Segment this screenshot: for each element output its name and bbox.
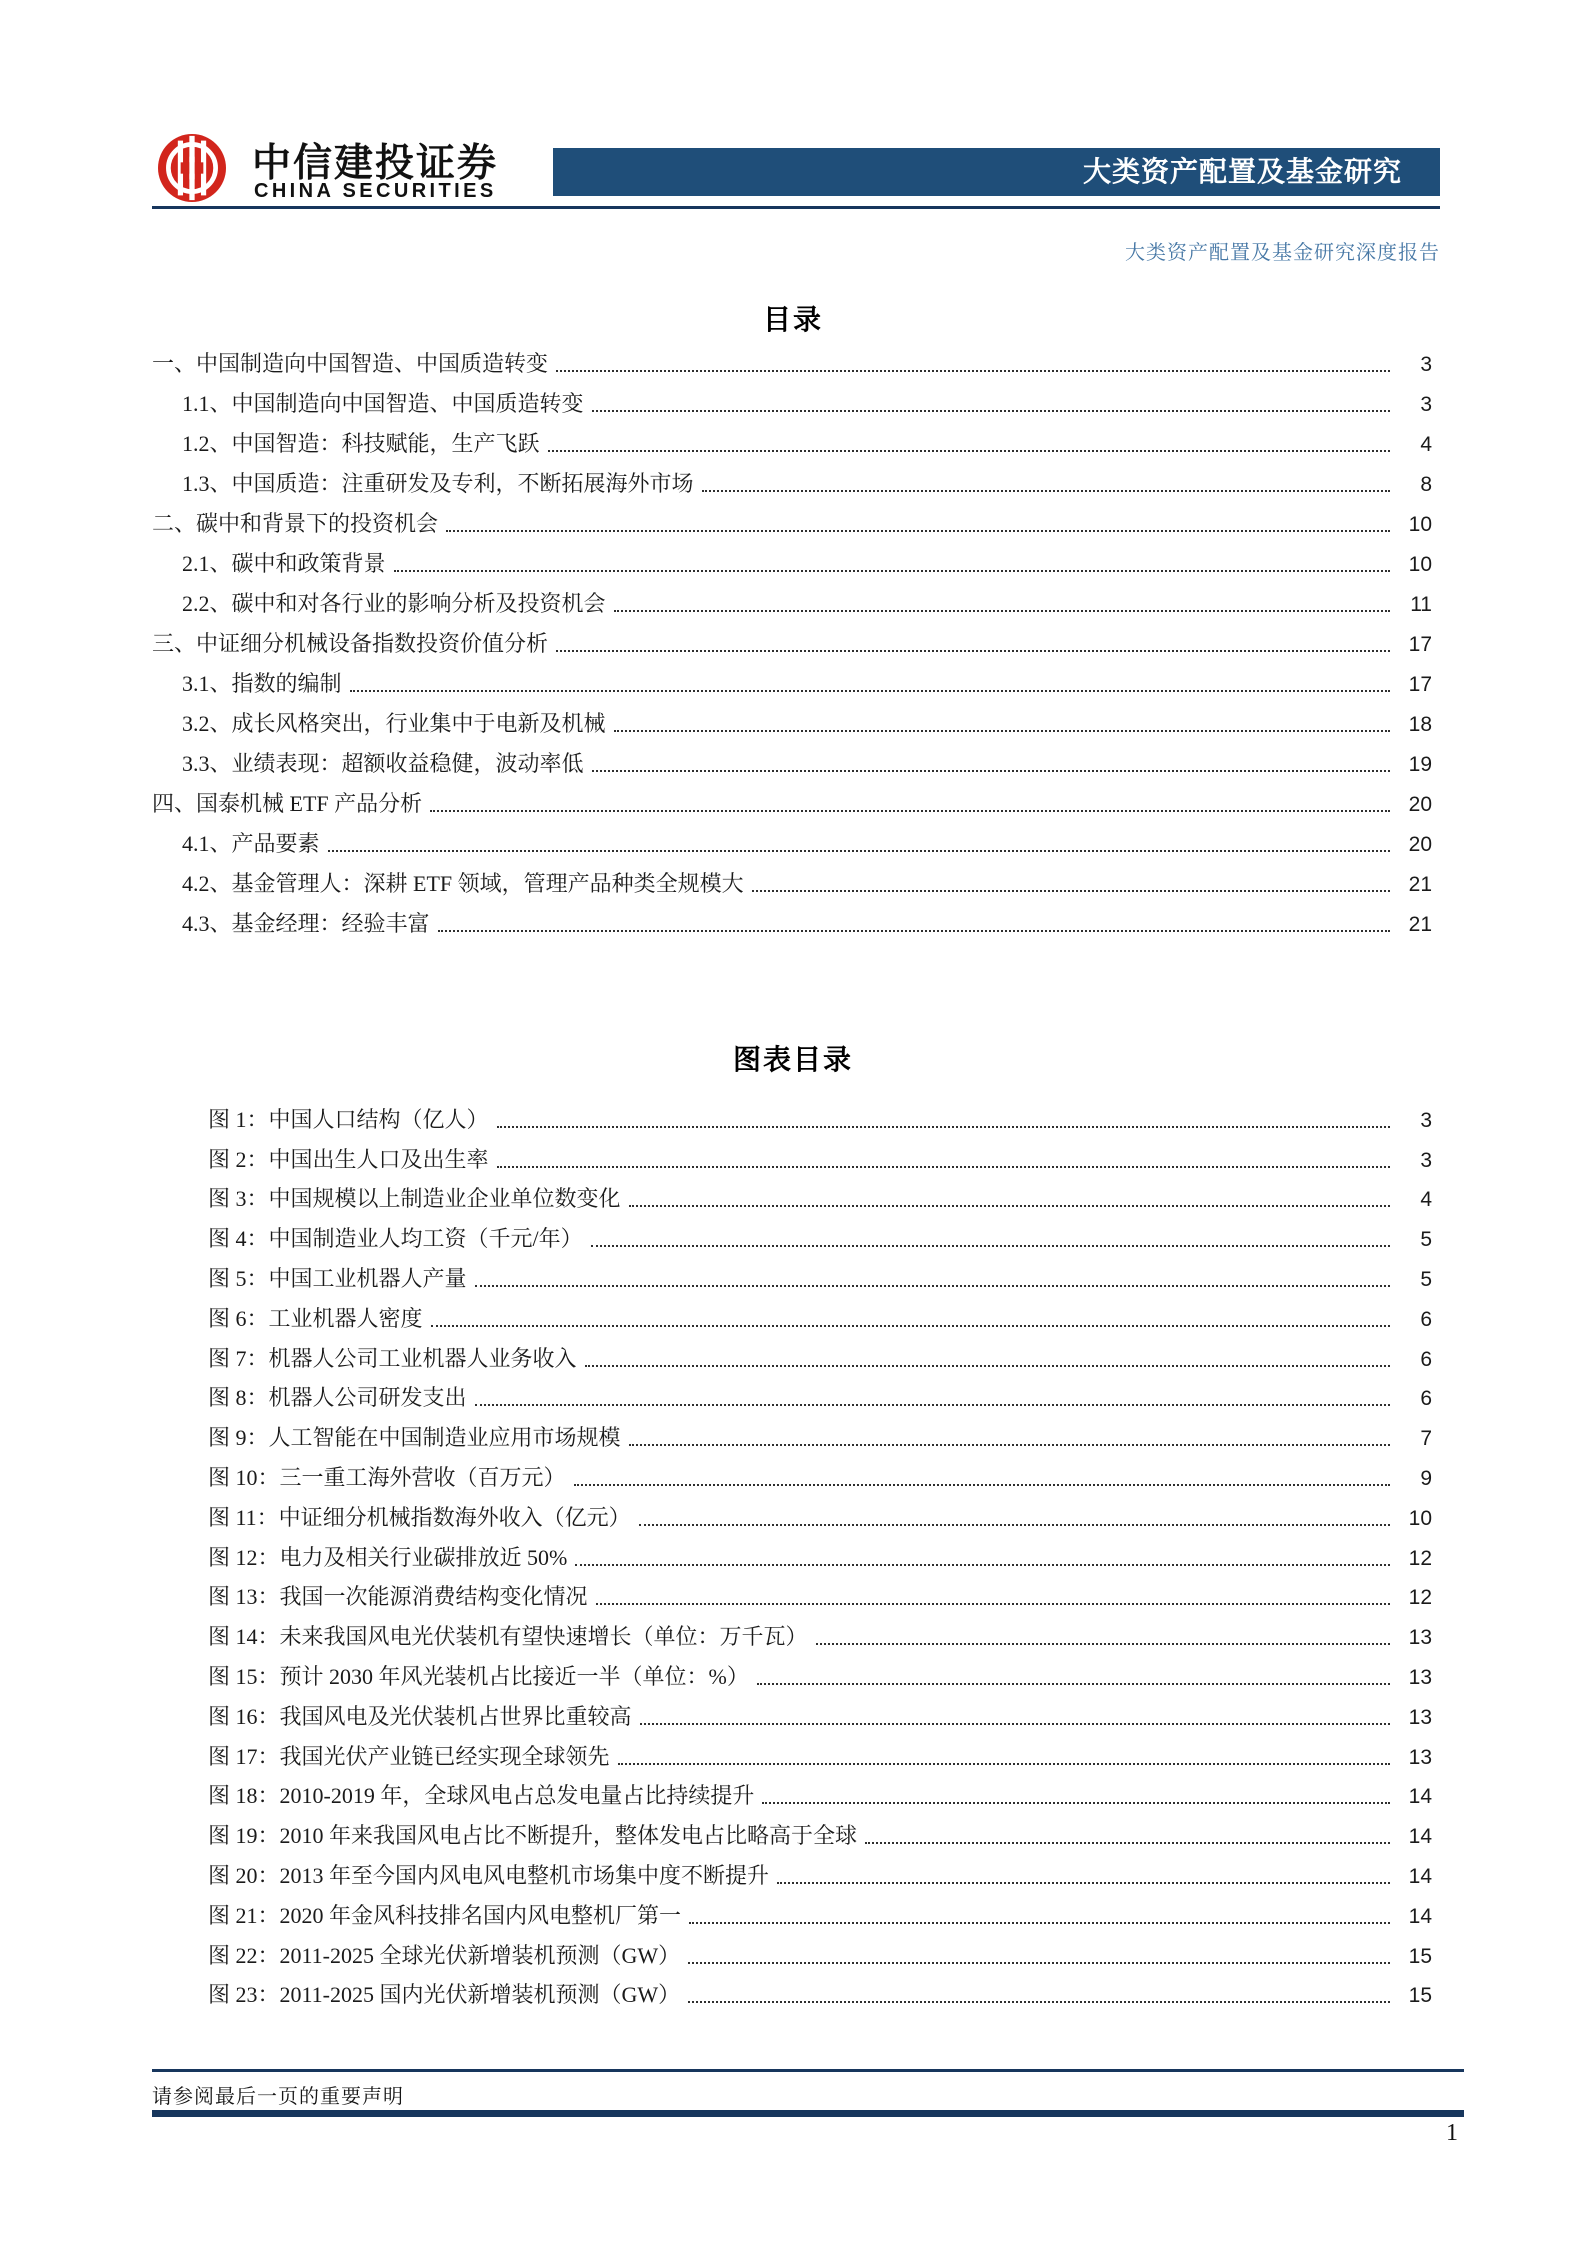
leader-row (152, 382, 1432, 422)
entry-label: 1.3、中国质造：注重研发及专利，不断拓展海外市场 (182, 471, 694, 496)
entry-label: 图 17：我国光伏产业链已经实现全球领先 (208, 1743, 610, 1769)
entry-label: 图 2：中国出生人口及出生率 (208, 1146, 489, 1172)
leader-row (152, 1974, 1432, 2014)
entry-label: 图 13：我国一次能源消费结构变化情况 (208, 1584, 588, 1610)
report-category-banner: 大类资产配置及基金研究 (553, 148, 1440, 196)
entry-page-number: 9 (1420, 1466, 1432, 1490)
entry-label: 4.1、产品要素 (182, 831, 320, 856)
leader-row (152, 582, 1432, 622)
entry-label: 3.2、成长风格突出，行业集中于电新及机械 (182, 711, 606, 736)
leader-row (152, 1138, 1432, 1178)
entry-label: 3.1、指数的编制 (182, 671, 342, 696)
entry-label: 图 21：2020 年金风科技排名国内风电整机厂第一 (208, 1902, 682, 1928)
entry-page-number: 14 (1408, 1904, 1432, 1928)
entry-label: 图 3：中国规模以上制造业企业单位数变化 (208, 1186, 621, 1212)
entry-page-number: 11 (1410, 593, 1432, 616)
entry-label: 3.3、业绩表现：超额收益稳健，波动率低 (182, 751, 584, 776)
toc-list (152, 342, 1432, 942)
entry-label: 图 10：三一重工海外营收（百万元） (208, 1464, 566, 1490)
entry-page-number: 19 (1408, 753, 1432, 776)
entry-label: 图 23：2011-2025 国内光伏新增装机预测（GW） (208, 1982, 681, 2008)
leader-row (152, 1337, 1432, 1377)
footer-disclaimer: 请参阅最后一页的重要声明 (152, 2086, 404, 2108)
leader-row (152, 702, 1432, 742)
entry-page-number: 3 (1420, 1108, 1432, 1132)
entry-page-number: 4 (1420, 1188, 1432, 1212)
leader-row (152, 742, 1432, 782)
leader-row (152, 862, 1432, 902)
entry-page-number: 12 (1408, 1546, 1432, 1570)
leader-row (152, 1257, 1432, 1297)
page-number: 1 (1446, 2120, 1458, 2146)
entry-label: 二、碳中和背景下的投资机会 (152, 511, 439, 536)
leader-row (152, 1416, 1432, 1456)
entry-page-number: 17 (1408, 633, 1432, 656)
entry-label: 1.2、中国智造：科技赋能，生产飞跃 (182, 431, 540, 456)
leader-row (152, 1894, 1432, 1934)
leader-row (152, 502, 1432, 542)
report-subtitle: 大类资产配置及基金研究深度报告 (1125, 242, 1440, 264)
entry-page-number: 15 (1408, 1944, 1432, 1968)
leader-row (152, 1456, 1432, 1496)
leader-row (152, 462, 1432, 502)
figure-list (152, 1098, 1432, 2013)
leader-row (152, 1695, 1432, 1735)
leader-row (152, 1576, 1432, 1616)
entry-page-number: 21 (1408, 873, 1432, 896)
entry-page-number: 3 (1420, 393, 1432, 416)
entry-label: 图 9：人工智能在中国制造业应用市场规模 (208, 1425, 621, 1451)
entry-label: 图 20：2013 年至今国内风电风电整机市场集中度不断提升 (208, 1862, 770, 1888)
entry-label: 图 19：2010 年来我国风电占比不断提升，整体发电占比略高于全球 (208, 1823, 858, 1849)
company-name-cn: 中信建投证券 (252, 142, 499, 185)
entry-page-number: 4 (1420, 433, 1432, 456)
entry-page-number: 10 (1408, 1506, 1432, 1530)
leader-row (152, 1854, 1432, 1894)
leader-row (152, 1775, 1432, 1815)
entry-page-number: 13 (1408, 1745, 1432, 1769)
company-name-en: CHINA SECURITIES (254, 180, 497, 202)
leader-row (152, 782, 1432, 822)
entry-label: 图 14：未来我国风电光伏装机有望快速增长（单位：万千瓦） (208, 1624, 808, 1650)
entry-page-number: 10 (1408, 513, 1432, 536)
entry-label: 图 6：工业机器人密度 (208, 1305, 423, 1331)
entry-page-number: 13 (1408, 1705, 1432, 1729)
entry-page-number: 14 (1408, 1864, 1432, 1888)
toc-heading: 目录 (762, 304, 823, 335)
entry-label: 图 16：我国风电及光伏装机占世界比重较高 (208, 1703, 632, 1729)
entry-page-number: 3 (1420, 1148, 1432, 1172)
figure-list-heading: 图表目录 (732, 1044, 853, 1075)
leader-row (152, 342, 1432, 382)
entry-label: 图 1：中国人口结构（亿人） (208, 1106, 489, 1132)
entry-label: 一、中国制造向中国智造、中国质造转变 (152, 351, 549, 376)
entry-label: 图 12：电力及相关行业碳排放近 50% (208, 1544, 568, 1570)
entry-label: 图 18：2010-2019 年，全球风电占总发电量占比持续提升 (208, 1783, 755, 1809)
entry-label: 三、中证细分机械设备指数投资价值分析 (152, 631, 549, 656)
leader-row (152, 542, 1432, 582)
entry-label: 图 11：中证细分机械指数海外收入（亿元） (208, 1504, 631, 1530)
entry-label: 图 7：机器人公司工业机器人业务收入 (208, 1345, 577, 1371)
entry-page-number: 12 (1408, 1586, 1432, 1610)
entry-page-number: 10 (1408, 553, 1432, 576)
entry-page-number: 7 (1420, 1427, 1432, 1451)
leader-row (152, 1536, 1432, 1576)
leader-row (152, 822, 1432, 862)
entry-label: 图 22：2011-2025 全球光伏新增装机预测（GW） (208, 1942, 681, 1968)
entry-page-number: 17 (1408, 673, 1432, 696)
leader-row (152, 1217, 1432, 1257)
leader-row (152, 1735, 1432, 1775)
leader-row (152, 1615, 1432, 1655)
entry-label: 图 5：中国工业机器人产量 (208, 1265, 467, 1291)
entry-label: 2.1、碳中和政策背景 (182, 551, 386, 576)
citic-logo-icon (158, 134, 226, 202)
entry-label: 图 8：机器人公司研发支出 (208, 1385, 467, 1411)
entry-page-number: 14 (1408, 1825, 1432, 1849)
entry-page-number: 20 (1408, 833, 1432, 856)
entry-label: 4.2、基金管理人：深耕 ETF 领域，管理产品种类全规模大 (182, 871, 744, 896)
header-divider (152, 206, 1440, 209)
entry-page-number: 21 (1408, 913, 1432, 936)
entry-page-number: 15 (1408, 1984, 1432, 2008)
leader-row (152, 1377, 1432, 1417)
entry-page-number: 14 (1408, 1785, 1432, 1809)
entry-label: 图 4：中国制造业人均工资（千元/年） (208, 1226, 583, 1252)
entry-page-number: 6 (1420, 1347, 1432, 1371)
entry-label: 2.2、碳中和对各行业的影响分析及投资机会 (182, 591, 606, 616)
entry-page-number: 6 (1420, 1387, 1432, 1411)
entry-page-number: 13 (1408, 1626, 1432, 1650)
entry-label: 四、国泰机械 ETF 产品分析 (152, 791, 423, 816)
entry-label: 1.1、中国制造向中国智造、中国质造转变 (182, 391, 584, 416)
entry-page-number: 6 (1420, 1307, 1432, 1331)
leader-row (152, 1297, 1432, 1337)
entry-page-number: 20 (1408, 793, 1432, 816)
entry-label: 4.3、基金经理：经验丰富 (182, 911, 430, 936)
leader-row (152, 622, 1432, 662)
leader-row (152, 662, 1432, 702)
entry-page-number: 18 (1408, 713, 1432, 736)
leader-row (152, 1814, 1432, 1854)
leader-row (152, 1655, 1432, 1695)
leader-row (152, 1496, 1432, 1536)
footer-top-rule (152, 2069, 1464, 2072)
footer-bottom-rule (152, 2110, 1464, 2117)
entry-page-number: 13 (1408, 1665, 1432, 1689)
entry-page-number: 5 (1420, 1228, 1432, 1252)
entry-page-number: 3 (1420, 353, 1432, 376)
leader-row (152, 1098, 1432, 1138)
leader-row (152, 1178, 1432, 1218)
leader-row (152, 422, 1432, 462)
entry-page-number: 8 (1420, 473, 1432, 496)
entry-label: 图 15：预计 2030 年风光装机占比接近一半（单位：%） (208, 1663, 749, 1689)
leader-row (152, 902, 1432, 942)
entry-page-number: 5 (1420, 1267, 1432, 1291)
leader-row (152, 1934, 1432, 1974)
